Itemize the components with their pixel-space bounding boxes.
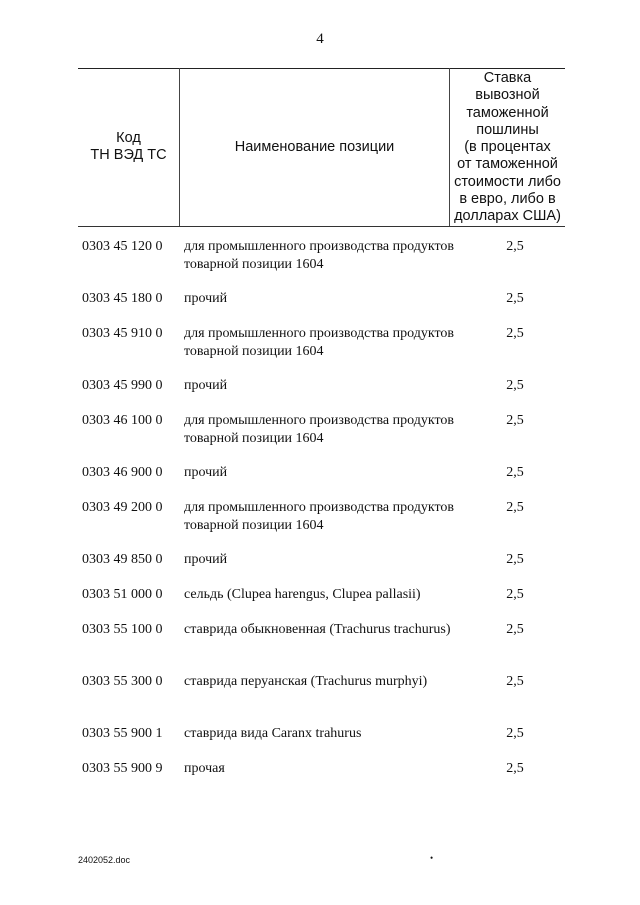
table-header-bottom-rule	[78, 226, 565, 227]
row-rate: 2,5	[506, 726, 524, 741]
row-rate: 2,5	[506, 239, 524, 254]
row-name: прочий	[184, 378, 228, 393]
row-code: 0303 49 200 0	[82, 500, 163, 515]
table-top-rule	[78, 68, 565, 69]
row-rate: 2,5	[506, 291, 524, 306]
row-rate: 2,5	[506, 587, 524, 602]
row-code: 0303 51 000 0	[82, 587, 163, 602]
table-row	[78, 499, 565, 551]
row-name: для промышленного производства продуктов товарной позиции 1604	[184, 500, 454, 533]
row-name: ставрида обыкновенная (Trachurus trachurus)	[184, 622, 451, 637]
row-code: 0303 55 100 0	[82, 622, 163, 637]
row-code: 0303 45 180 0	[82, 291, 163, 306]
row-name: ставрида перуанская (Trachurus murphyi)	[184, 674, 428, 689]
header-code: Код ТН ВЭД ТС	[90, 130, 167, 163]
row-code: 0303 55 900 1	[82, 726, 163, 741]
row-code: 0303 45 910 0	[82, 326, 163, 341]
row-name: прочая	[184, 761, 225, 776]
table-row	[78, 377, 565, 412]
footer-mark: •	[430, 853, 434, 863]
row-code: 0303 46 900 0	[82, 465, 163, 480]
row-name: для промышленного производства продуктов товарной позиции 1604	[184, 239, 454, 272]
table-row	[78, 673, 565, 725]
page-number: 4	[316, 31, 324, 47]
row-rate: 2,5	[506, 465, 524, 480]
table-row	[78, 238, 565, 290]
row-name: для промышленного производства продуктов товарной позиции 1604	[184, 413, 454, 446]
table-row	[78, 725, 565, 760]
row-name: для промышленного производства продуктов товарной позиции 1604	[184, 326, 454, 359]
row-name: прочий	[184, 465, 228, 480]
row-name: прочий	[184, 291, 228, 306]
row-code: 0303 55 900 9	[82, 761, 163, 776]
table-row	[78, 325, 565, 377]
footer-doc-id: 2402052.doc	[78, 855, 131, 865]
row-rate: 2,5	[506, 413, 524, 428]
table-row	[78, 760, 565, 795]
row-name: прочий	[184, 552, 228, 567]
table-row	[78, 551, 565, 586]
table-row	[78, 586, 565, 621]
row-name: ставрида вида Caranx trahurus	[184, 726, 362, 741]
row-code: 0303 45 120 0	[82, 239, 163, 254]
table-row	[78, 290, 565, 325]
row-code: 0303 46 100 0	[82, 413, 163, 428]
row-rate: 2,5	[506, 500, 524, 515]
table-row	[78, 621, 565, 673]
table-row	[78, 464, 565, 499]
row-rate: 2,5	[506, 674, 524, 689]
row-code: 0303 49 850 0	[82, 552, 163, 567]
header-name: Наименование позиции	[234, 139, 395, 155]
header-rate: Ставка вывозной таможенной пошлины (в процентах от таможенной стоимости либо в евро, либо в долларах США)	[454, 70, 561, 225]
row-name: сельдь (Clupea harengus, Clupea pallasii)	[184, 587, 421, 602]
row-rate: 2,5	[506, 761, 524, 776]
row-rate: 2,5	[506, 378, 524, 393]
row-code: 0303 55 300 0	[82, 674, 163, 689]
row-rate: 2,5	[506, 622, 524, 637]
table-body	[78, 238, 565, 795]
row-rate: 2,5	[506, 326, 524, 341]
row-code: 0303 45 990 0	[82, 378, 163, 393]
row-rate: 2,5	[506, 552, 524, 567]
table-row	[78, 412, 565, 464]
